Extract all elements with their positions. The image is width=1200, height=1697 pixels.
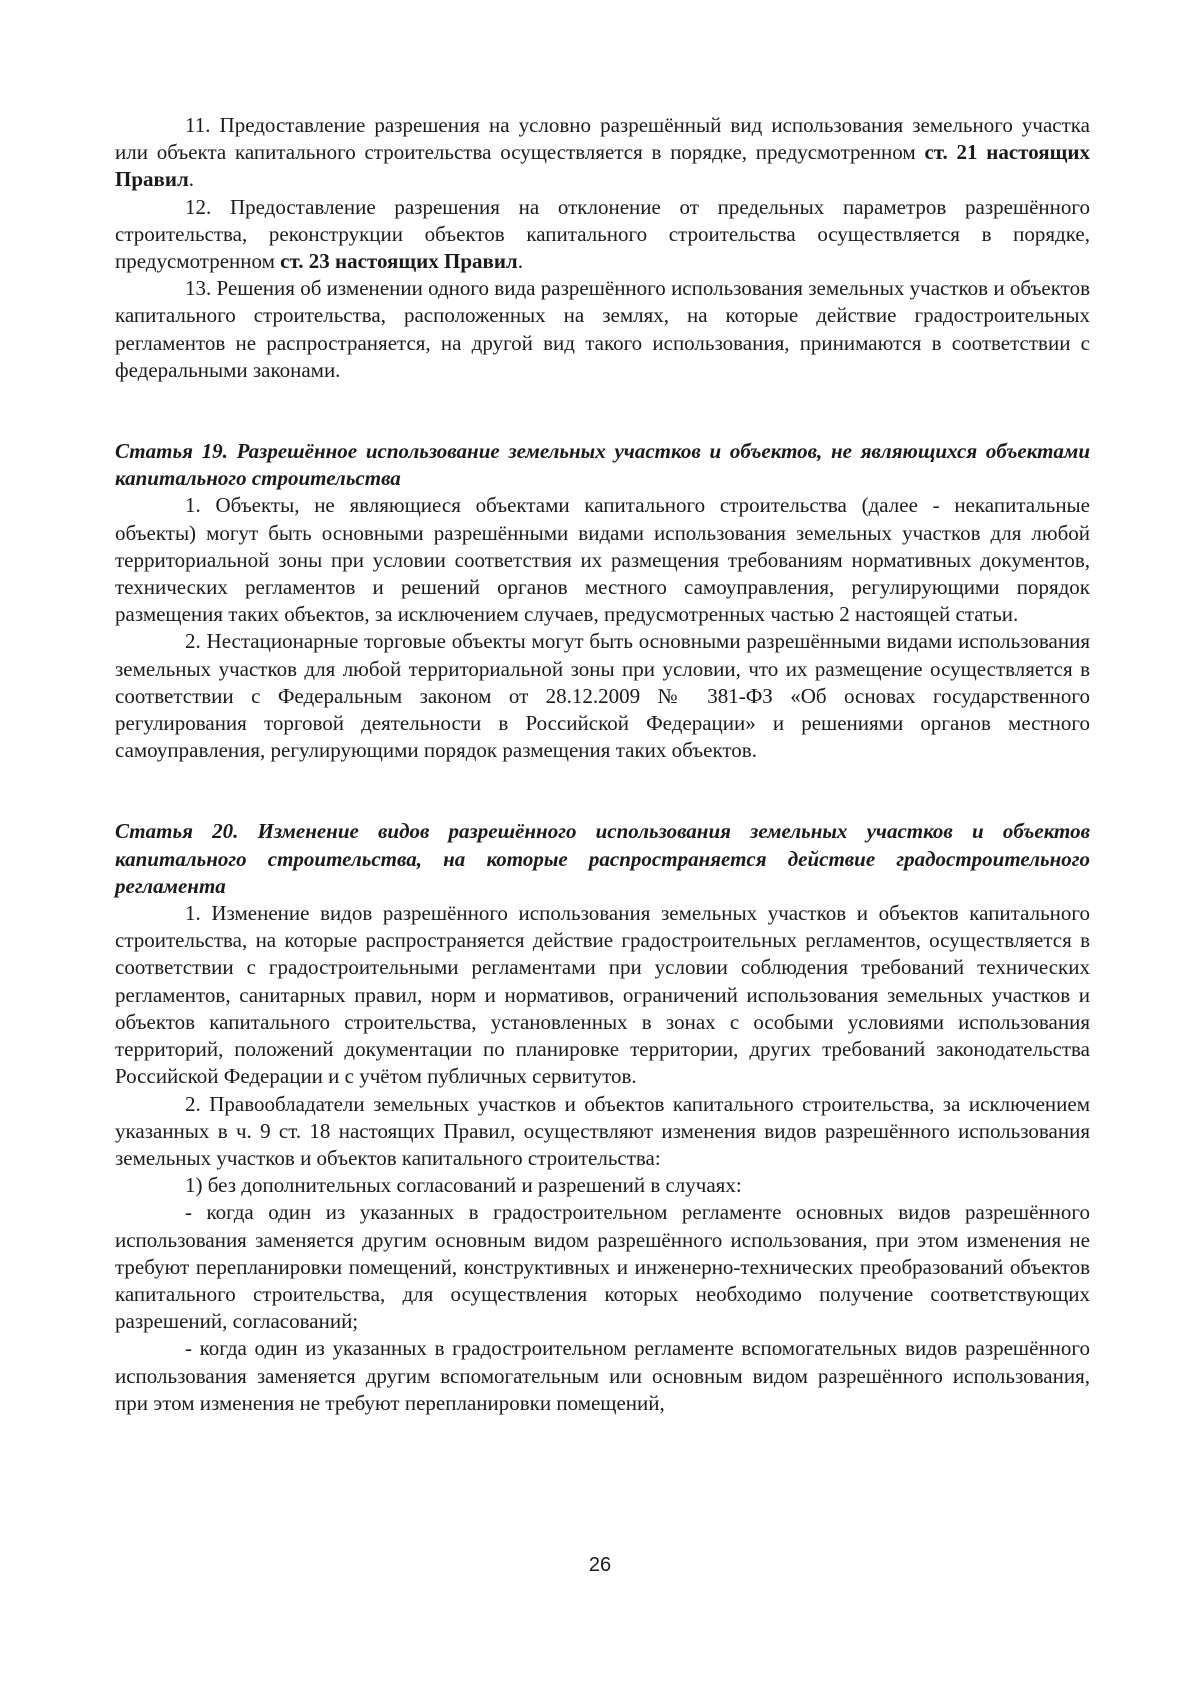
paragraph-text: 12. Предоставление разрешения на отклонение от предельных параметров разрешённого строительства, реконструкции объектов капитального строительства осуществляется в порядке, предусмотренном	[115, 194, 1090, 274]
document-page	[115, 112, 1090, 1417]
paragraph-11	[115, 112, 1090, 194]
bold-reference: ст. 23 настоящих Правил	[280, 249, 518, 274]
section-spacer	[115, 764, 1090, 818]
paragraph-punctuation: .	[517, 249, 523, 274]
article-20-list-item-1: 1) без дополнительных согласований и разрешений в случаях:	[185, 1173, 742, 1198]
article-19-heading: Статья 19. Разрешённое использование земельных участков и объектов, не являющихся объектами капитального строительства	[115, 439, 1090, 491]
article-20-heading: Статья 20. Изменение видов разрешённого использования земельных участков и объектов капитального строительства, на которые распространяется действие градостроительного регламента	[115, 819, 1090, 898]
article-19-paragraph-2: 2. Нестационарные торговые объекты могут быть основными разрешёнными видами использования земельных участков для любой территориальной зоны при условии, что их размещение осуществляется в соответствии с Федеральным законом от 28.12.2009 № 381-ФЗ «Об основах государственного регулирования торговой деятельности в Российской Федерации» и решениями органов местного самоуправления, регулирующими порядок размещения таких объектов.	[115, 629, 1090, 763]
paragraph-12	[115, 194, 1090, 276]
article-20-dash-item-1: - когда один из указанных в градостроительном регламенте основных видов разрешённого использования заменяется другим основным видом разрешённого использования, при этом изменения не требуют перепланировки помещений, конструктивных и инженерно-технических преобразований объектов капитального строительства, для осуществления которых необходимо получение соответствующих разрешений, согласований;	[115, 1200, 1090, 1334]
article-20-paragraph-1: 1. Изменение видов разрешённого использования земельных участков и объектов капитального строительства, на которые распространяется действие градостроительных регламентов, осуществляется в соответствии с градостроительными регламентами при условии соблюдения требований технических регламентов, санитарных правил, норм и нормативов, ограничений использования земельных участков и объектов капитального строительства, установленных в зонах с особыми условиями использования территорий, положений документации по планировке территории, других требований законодательства Российской Федерации и с учётом публичных сервитутов.	[115, 901, 1090, 1089]
paragraph-text: 11. Предоставление разрешения на условно разрешённый вид использования земельного участка или объекта капитального строительства осуществляется в порядке, предусмотренном	[115, 113, 1090, 165]
section-spacer	[115, 384, 1090, 438]
page-number: 26	[588, 1554, 612, 1576]
bold-reference: ст. 21 настоящих Правил	[115, 140, 1090, 192]
article-20-paragraph-2: 2. Правообладатели земельных участков и объектов капитального строительства, за исключением указанных в ч. 9 ст. 18 настоящих Правил, осуществляют изменения видов разрешённого использования земельных участков и объектов капитального строительства:	[115, 1091, 1090, 1170]
paragraph-13: 13. Решения об изменении одного вида разрешённого использования земельных участков и объектов капитального строительства, расположенных на землях, на которые действие градостроительных регламентов не распространяется, на другой вид такого использования, принимаются в соответствии с федеральными законами.	[115, 276, 1090, 382]
article-20-dash-item-2: - когда один из указанных в градостроительном регламенте вспомогательных видов разрешённого использования заменяется другим вспомогательным или основным видом разрешённого использования, при этом изменения не требуют перепланировки помещений,	[115, 1336, 1090, 1415]
paragraph-punctuation: .	[188, 167, 194, 192]
article-19-paragraph-1: 1. Объекты, не являющиеся объектами капитального строительства (далее - некапитальные объекты) могут быть основными разрешёнными видами использования земельных участков для любой территориальной зоны при условии соответствия их размещения требованиям нормативных документов, технических регламентов и решений органов местного самоуправления, регулирующими порядок размещения таких объектов, за исключением случаев, предусмотренных частью 2 настоящей статьи.	[115, 493, 1090, 627]
